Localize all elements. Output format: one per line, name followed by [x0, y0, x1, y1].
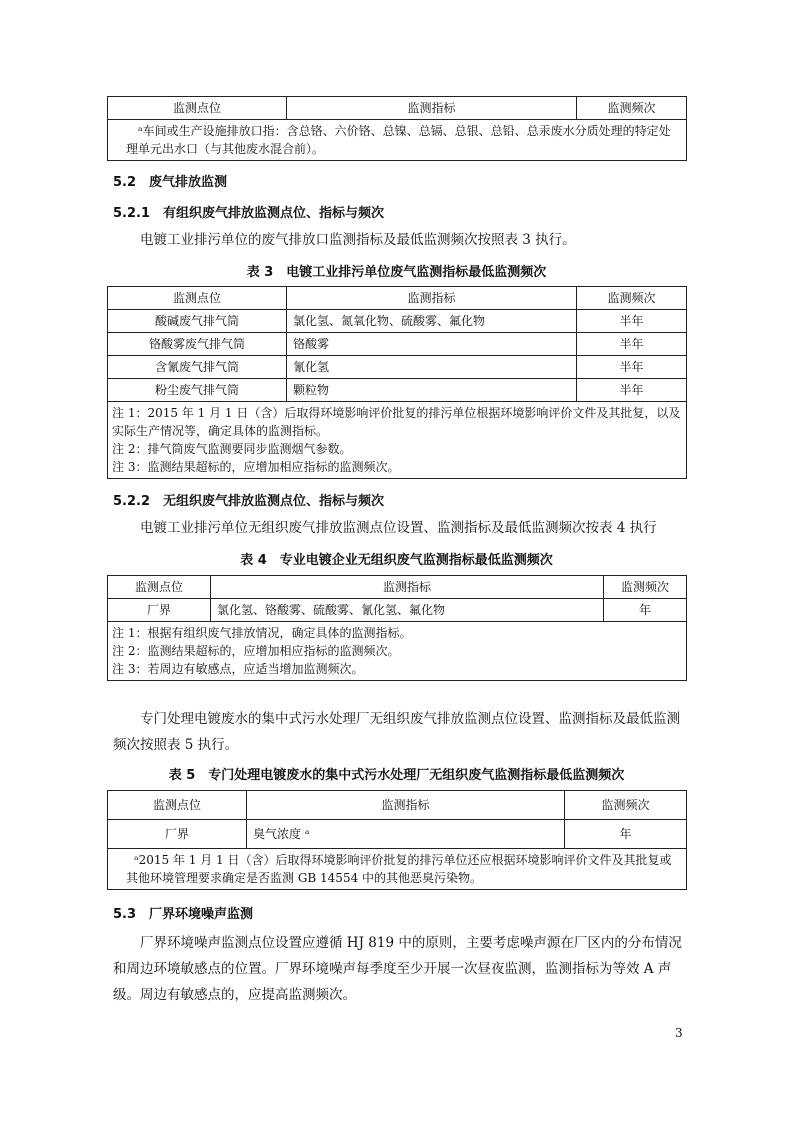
- table-notes: [108, 622, 687, 681]
- header-cell: 监测指标: [247, 791, 565, 820]
- note-line: 注 2：排气筒废气监测要同步监测烟气参数。: [112, 442, 352, 456]
- table-header-row: [108, 287, 687, 310]
- cell: 年: [565, 820, 687, 849]
- table-row: [108, 333, 687, 356]
- header-cell: 监测点位: [108, 97, 287, 120]
- header-cell: 监测点位: [108, 287, 287, 310]
- cell: 氯化氢、铬酸雾、硫酸雾、氰化氢、氟化物: [211, 599, 604, 622]
- cell: 半年: [577, 333, 687, 356]
- table-header-row: [108, 97, 687, 120]
- cell: 厂界: [108, 599, 211, 622]
- cell: 臭气浓度 ᵃ: [247, 820, 565, 849]
- note-line: 注 3：监测结果超标的，应增加相应指标的监测频次。: [112, 460, 400, 474]
- cell: 氰化氢: [287, 356, 577, 379]
- table-row: [108, 820, 687, 849]
- table-caption: 表 4 专业电镀企业无组织废气监测指标最低监测频次: [240, 553, 553, 568]
- section-heading: 5.3 厂界环境噪声监测: [113, 907, 254, 922]
- header-cell: 监测指标: [287, 287, 577, 310]
- page-number: 3: [675, 1026, 683, 1040]
- header-cell: 监测点位: [108, 576, 211, 599]
- table-row: [108, 379, 687, 402]
- section-heading: 5.2 废气排放监测: [113, 175, 228, 190]
- header-cell: 监测频次: [577, 97, 687, 120]
- note-line: 注 1：根据有组织废气排放情况，确定具体的监测指标。: [112, 626, 412, 640]
- table-row: [108, 356, 687, 379]
- note-line: 注 1：2015 年 1 月 1 日（含）后取得环境影响评价批复的排污单位根据环境影响评价文件及其批复，以及实际生产情况等，确定具体的监测指标。: [112, 406, 681, 438]
- paragraph: 电镀工业排污单位的废气排放口监测指标及最低监测频次按照表 3 执行。: [140, 232, 576, 248]
- header-cell: 监测频次: [565, 791, 687, 820]
- header-cell: 监测指标: [211, 576, 604, 599]
- cell: 铬酸雾废气排气筒: [108, 333, 287, 356]
- cell: 颗粒物: [287, 379, 577, 402]
- note-line: 注 2：监测结果超标的，应增加相应指标的监测频次。: [112, 644, 400, 658]
- cell: 年: [604, 599, 687, 622]
- cell: 半年: [577, 356, 687, 379]
- section-heading: 5.2.1 有组织废气排放监测点位、指标与频次: [113, 206, 385, 221]
- table-continued: [107, 96, 687, 161]
- cell: 半年: [577, 310, 687, 333]
- cell: 半年: [577, 379, 687, 402]
- paragraph: 专门处理电镀废水的集中式污水处理厂无组织废气排放监测点位设置、监测指标及最低监测频次按照表 5 执行。: [113, 711, 680, 753]
- paragraph: 厂界环境噪声监测点位设置应遵循 HJ 819 中的原则，主要考虑噪声源在厂区内的分布情况和周边环境敏感点的位置。厂界环境噪声每季度至少开展一次昼夜监测，监测指标为等效 A 声级。周边有敏感点的，应提高监测频次。: [113, 935, 682, 1003]
- table-note: ᵃ车间或生产设施排放口指：含总铬、六价铬、总镍、总镉、总银、总铅、总汞废水分质处理的特定处理单元出水口（与其他废水混合前）。: [108, 120, 687, 161]
- table-row: [108, 599, 687, 622]
- header-cell: 监测频次: [604, 576, 687, 599]
- table-3: [107, 286, 687, 479]
- table-4: [107, 575, 687, 681]
- cell: 含氰废气排气筒: [108, 356, 287, 379]
- table-caption: 表 3 电镀工业排污单位废气监测指标最低监测频次: [246, 265, 547, 280]
- header-cell: 监测频次: [577, 287, 687, 310]
- table-5: [107, 790, 687, 890]
- header-cell: 监测指标: [287, 97, 577, 120]
- table-caption: 表 5 专门处理电镀废水的集中式污水处理厂无组织废气监测指标最低监测频次: [168, 768, 625, 783]
- section-heading: 5.2.2 无组织废气排放监测点位、指标与频次: [113, 494, 385, 509]
- cell: 铬酸雾: [287, 333, 577, 356]
- table-notes: [108, 402, 687, 479]
- table-note: ᵃ2015 年 1 月 1 日（含）后取得环境影响评价批复的排污单位还应根据环境影响评价文件及其批复或其他环境管理要求确定是否监测 GB 14554 中的其他恶臭污染物。: [108, 849, 687, 890]
- cell: 酸碱废气排气筒: [108, 310, 287, 333]
- header-cell: 监测点位: [108, 791, 247, 820]
- cell: 厂界: [108, 820, 247, 849]
- note-line: 注 3：若周边有敏感点，应适当增加监测频次。: [112, 662, 364, 676]
- cell: 粉尘废气排气筒: [108, 379, 287, 402]
- cell: 氯化氢、氮氧化物、硫酸雾、氟化物: [287, 310, 577, 333]
- table-header-row: [108, 576, 687, 599]
- paragraph: 电镀工业排污单位无组织废气排放监测点位设置、监测指标及最低监测频次按表 4 执行: [140, 520, 657, 536]
- table-header-row: [108, 791, 687, 820]
- table-row: [108, 310, 687, 333]
